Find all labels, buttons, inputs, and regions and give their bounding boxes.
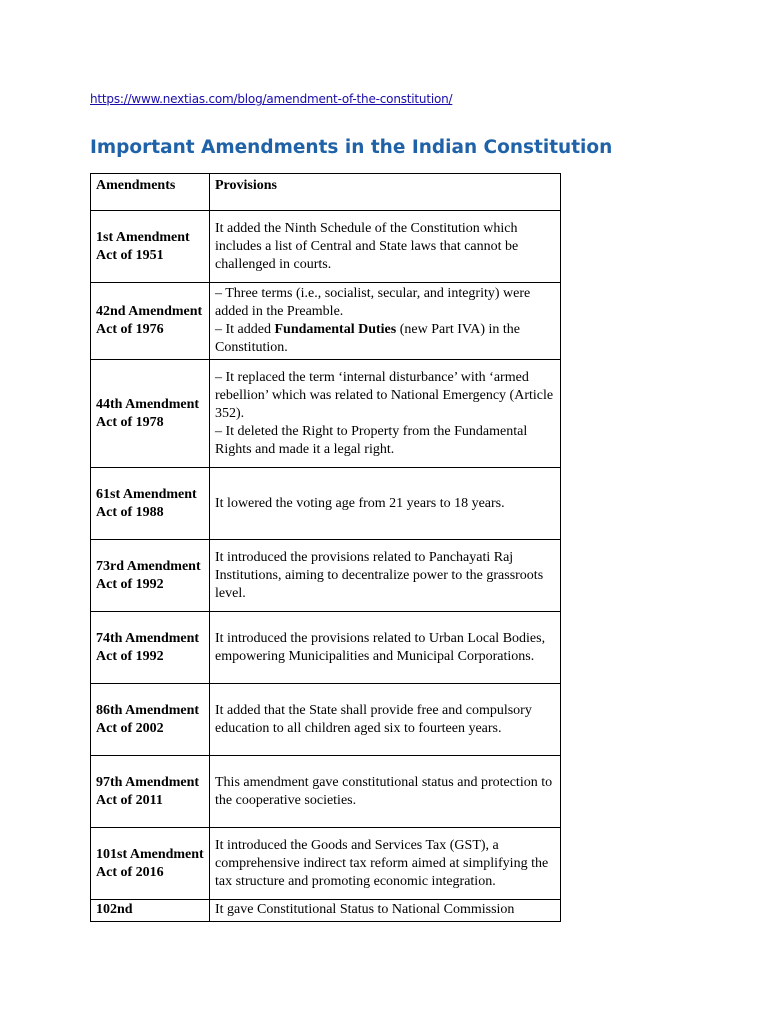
amendment-provision: It gave Constitutional Status to National Commission — [210, 900, 561, 922]
provision-line: – It replaced the term ‘internal disturbance’ with ‘armed rebellion’ which was related to National Emergency (Article 352). — [215, 369, 554, 421]
table-row — [91, 468, 561, 540]
table-row — [91, 756, 561, 828]
amendment-name: 86th Amendment Act of 2002 — [91, 684, 210, 756]
table-row — [91, 211, 561, 283]
table-row — [91, 900, 561, 922]
amendment-provision: It lowered the voting age from 21 years to 18 years. — [210, 468, 561, 540]
amendment-name: 73rd Amendment Act of 1992 — [91, 540, 210, 612]
table-row — [91, 684, 561, 756]
amendment-name: 74th Amendment Act of 1992 — [91, 612, 210, 684]
amendment-provision: It introduced the provisions related to Panchayati Raj Institutions, aiming to decentralize power to the grassroots level. — [210, 540, 561, 612]
amendment-name: 42nd Amendment Act of 1976 — [91, 283, 210, 360]
amendment-provision — [210, 283, 561, 360]
table-row — [91, 360, 561, 468]
amendment-name: 44th Amendment Act of 1978 — [91, 360, 210, 468]
provision-line — [215, 321, 556, 357]
header-amendments: Amendments — [91, 174, 210, 211]
amendment-provision: It introduced the provisions related to Urban Local Bodies, empowering Municipalities and Municipal Corporations. — [210, 612, 561, 684]
amendment-name: 101st Amendment Act of 2016 — [91, 828, 210, 900]
provision-bold-text: Fundamental Duties — [274, 322, 397, 337]
provision-line: – Three terms (i.e., socialist, secular, and integrity) were added in the Preamble. — [215, 286, 531, 319]
table-row — [91, 540, 561, 612]
page-title: Important Amendments in the Indian Constitution — [90, 137, 613, 158]
amendment-name: 102nd — [91, 900, 210, 922]
provision-text: (new Part IVA) in the Constitution. — [215, 322, 520, 355]
source-url-link[interactable]: https://www.nextias.com/blog/amendment-of-the-constitution/ — [90, 92, 453, 106]
amendment-provision: It added the Ninth Schedule of the Constitution which includes a list of Central and State laws that cannot be challenged in courts. — [210, 211, 561, 283]
header-provisions: Provisions — [210, 174, 561, 211]
table-row — [91, 612, 561, 684]
amendment-provision: It added that the State shall provide free and compulsory education to all children aged six to fourteen years. — [210, 684, 561, 756]
amendment-provision: This amendment gave constitutional status and protection to the cooperative societies. — [210, 756, 561, 828]
amendment-name: 1st Amendment Act of 1951 — [91, 211, 210, 283]
amendments-table — [90, 173, 561, 922]
table-row — [91, 283, 561, 360]
amendment-name: 97th Amendment Act of 2011 — [91, 756, 210, 828]
provision-text: – It added — [215, 322, 275, 337]
amendment-provision — [210, 360, 561, 468]
amendment-provision: It introduced the Goods and Services Tax (GST), a comprehensive indirect tax reform aimed at simplifying the tax structure and promoting economic integration. — [210, 828, 561, 900]
provision-line: – It deleted the Right to Property from the Fundamental Rights and made it a legal right. — [215, 423, 528, 457]
table-header-row — [91, 174, 561, 211]
table-row — [91, 828, 561, 900]
amendment-name: 61st Amendment Act of 1988 — [91, 468, 210, 540]
